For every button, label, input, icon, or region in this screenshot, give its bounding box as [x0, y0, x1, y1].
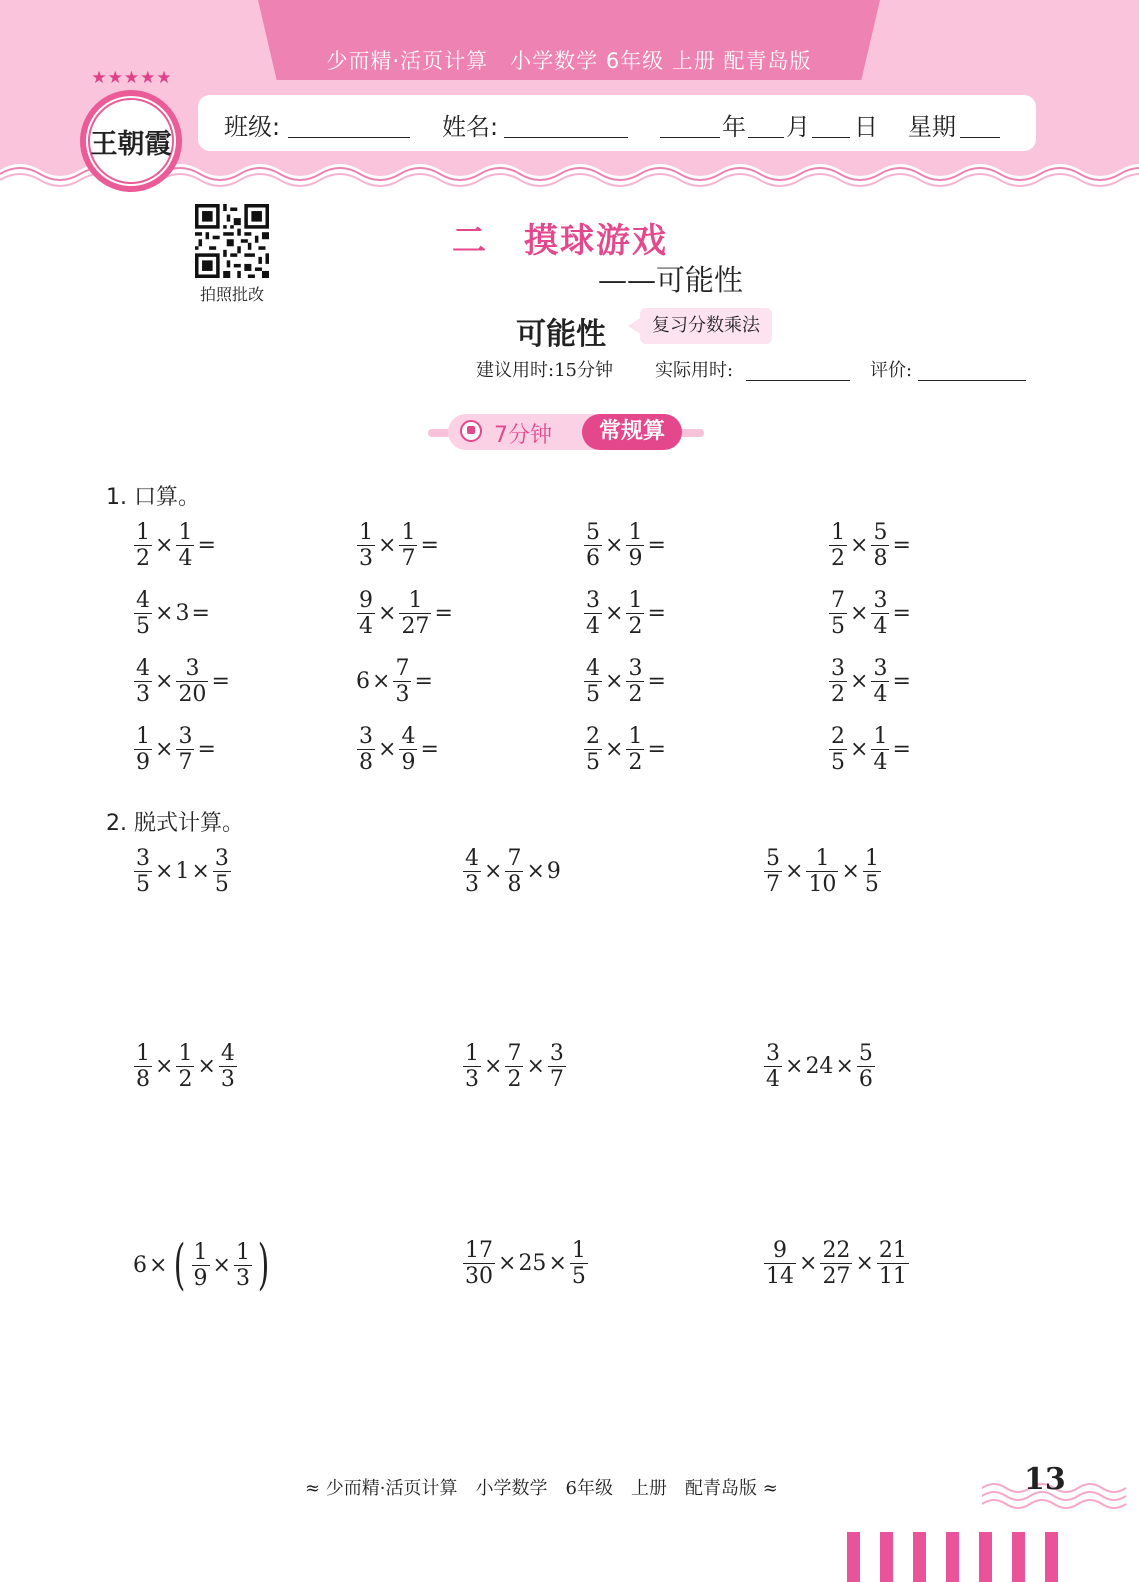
equals-sign: =	[892, 533, 911, 558]
oral-problem	[583, 588, 668, 639]
fraction	[505, 846, 523, 897]
step-problem	[763, 1041, 876, 1092]
fraction	[463, 1238, 495, 1289]
times-sign: ×	[155, 859, 174, 884]
times-sign: ×	[850, 737, 869, 762]
numerator: 3	[873, 656, 888, 681]
fraction	[399, 588, 431, 639]
fraction	[570, 1238, 588, 1289]
denominator: 7	[178, 750, 193, 775]
fraction	[357, 520, 375, 571]
times-sign: ×	[526, 859, 545, 884]
fraction	[764, 1041, 782, 1092]
denominator: 8	[507, 872, 522, 897]
denominator: 3	[136, 682, 150, 707]
lesson-tag-pointer	[628, 318, 640, 334]
integer: 6	[133, 1252, 147, 1278]
numerator: 4	[220, 1041, 235, 1066]
student-info-bar	[198, 95, 1036, 151]
oral-problem	[828, 656, 913, 707]
name-label: 姓名:	[442, 113, 499, 141]
badge-type: 常规算	[582, 414, 682, 450]
numerator: 1	[401, 520, 416, 545]
times-sign: ×	[155, 601, 174, 626]
times-sign: ×	[191, 859, 210, 884]
fraction	[176, 520, 194, 571]
fraction	[176, 724, 194, 775]
equals-sign: =	[434, 601, 453, 626]
equals-sign: =	[211, 669, 230, 694]
denominator: 4	[766, 1067, 780, 1092]
numerator: 3	[586, 588, 600, 613]
times-sign: ×	[155, 1054, 174, 1079]
equals-sign: =	[420, 533, 439, 558]
fraction	[871, 724, 889, 775]
denominator: 4	[359, 614, 373, 639]
equals-sign: =	[892, 737, 911, 762]
qr-caption: 拍照批改	[199, 285, 264, 304]
times-sign: ×	[850, 601, 869, 626]
denominator: 30	[465, 1264, 493, 1289]
rating-label: 评价:	[870, 360, 913, 381]
lesson-tag: 复习分数乘法	[640, 308, 772, 344]
day-label: 日	[854, 113, 878, 141]
fraction	[829, 656, 847, 707]
numerator: 7	[507, 846, 522, 871]
series-title: 少而精·活页计算 小学数学 6年级 上册 配青岛版	[326, 49, 812, 73]
denominator: 3	[465, 1067, 479, 1092]
step-problem	[133, 846, 232, 897]
times-sign: ×	[850, 669, 869, 694]
year-label: 年	[722, 113, 746, 141]
denominator: 5	[586, 682, 600, 707]
denominator: 9	[193, 1265, 208, 1291]
step-problem	[133, 1233, 274, 1296]
numerator: 3	[214, 846, 229, 871]
footer-stripe	[1045, 1532, 1058, 1582]
numerator: 3	[178, 724, 193, 749]
numerator: 1	[359, 520, 373, 545]
fraction	[626, 520, 644, 571]
oral-problem	[133, 588, 212, 639]
numerator: 4	[465, 846, 479, 871]
denominator: 2	[628, 614, 643, 639]
fraction	[176, 656, 208, 707]
times-sign: ×	[850, 533, 869, 558]
fraction	[626, 724, 644, 775]
oral-problem	[583, 520, 668, 571]
month-label: 月	[786, 113, 810, 141]
integer: 6	[356, 669, 370, 694]
oral-problem	[356, 588, 455, 639]
fraction	[134, 1041, 152, 1092]
class-label: 班级:	[224, 113, 281, 141]
integer: 3	[175, 601, 190, 626]
oral-problem	[356, 656, 435, 707]
footer-stripe	[880, 1532, 893, 1582]
denominator: 10	[808, 872, 837, 897]
clock-icon-center	[467, 426, 475, 434]
oral-problem	[133, 656, 232, 707]
times-sign: ×	[155, 669, 174, 694]
actual-time-label: 实际用时:	[655, 360, 734, 381]
numerator: 1	[864, 846, 879, 871]
section-1-title: 1. 口算。	[106, 485, 200, 510]
qr-code[interactable]	[193, 204, 271, 278]
denominator: 6	[586, 546, 600, 571]
day-blank[interactable]	[812, 137, 850, 138]
numerator: 7	[395, 656, 410, 681]
actual-time-blank[interactable]	[746, 380, 850, 381]
denominator: 4	[873, 682, 888, 707]
step-problem	[133, 1041, 238, 1092]
denominator: 27	[401, 614, 430, 639]
denominator: 2	[831, 546, 845, 571]
denominator: 2	[136, 546, 150, 571]
fraction	[548, 1041, 566, 1092]
times-sign: ×	[548, 1251, 567, 1276]
times-sign: ×	[605, 737, 624, 762]
fraction	[505, 1041, 523, 1092]
equals-sign: =	[647, 669, 666, 694]
numerator: 1	[136, 724, 150, 749]
numerator: 1	[815, 846, 830, 871]
times-sign: ×	[372, 669, 391, 694]
times-sign: ×	[841, 859, 860, 884]
oral-problem	[828, 520, 913, 571]
integer: 9	[546, 859, 561, 884]
fraction	[584, 588, 602, 639]
numerator: 1	[193, 1239, 208, 1265]
step-problem	[462, 1238, 589, 1289]
fraction	[829, 724, 847, 775]
times-sign: ×	[378, 533, 397, 558]
times-sign: ×	[498, 1251, 517, 1276]
denominator: 7	[401, 546, 416, 571]
times-sign: ×	[785, 1054, 804, 1079]
times-sign: ×	[149, 1252, 168, 1278]
denominator: 7	[549, 1067, 564, 1092]
fraction	[877, 1238, 909, 1289]
denominator: 5	[214, 872, 229, 897]
numerator: 1	[571, 1238, 586, 1263]
numerator: 4	[586, 656, 600, 681]
numerator: 4	[401, 724, 416, 749]
fraction	[134, 846, 152, 897]
oral-problem	[828, 588, 913, 639]
footer-stripe	[913, 1532, 926, 1582]
lesson-title: 可能性	[516, 317, 606, 352]
numerator: 1	[831, 520, 845, 545]
numerator: 5	[873, 520, 888, 545]
footer-stripe	[847, 1532, 860, 1582]
denominator: 11	[878, 1264, 907, 1289]
fraction	[584, 656, 602, 707]
numerator: 1	[408, 588, 423, 613]
equals-sign: =	[892, 669, 911, 694]
denominator: 4	[178, 546, 193, 571]
numerator: 5	[586, 520, 600, 545]
footer-stripe	[946, 1532, 959, 1582]
suggested-time: 建议用时:15分钟	[476, 360, 613, 381]
numerator: 5	[858, 1041, 873, 1066]
unit-subtitle: ——可能性	[598, 263, 744, 297]
badge-time: 7分钟	[494, 423, 552, 448]
denominator: 27	[822, 1264, 851, 1289]
numerator: 1	[136, 520, 150, 545]
times-sign: ×	[212, 1252, 231, 1278]
fraction	[764, 1238, 796, 1289]
oral-problem	[133, 724, 218, 775]
fraction	[192, 1240, 210, 1291]
numerator: 1	[628, 588, 643, 613]
page-number: 13	[1024, 1462, 1066, 1497]
equals-sign: =	[647, 533, 666, 558]
denominator: 3	[395, 682, 410, 707]
fraction	[871, 588, 889, 639]
numerator: 7	[831, 588, 845, 613]
integer: 25	[518, 1251, 547, 1276]
times-sign: ×	[835, 1054, 854, 1079]
step-problem	[462, 1041, 567, 1092]
weekday-blank[interactable]	[960, 137, 1000, 138]
numerator: 2	[831, 724, 845, 749]
times-sign: ×	[605, 669, 624, 694]
numerator: 1	[136, 1041, 150, 1066]
equals-sign: =	[647, 601, 666, 626]
fraction	[829, 588, 847, 639]
fraction	[871, 520, 889, 571]
times-sign: ×	[605, 533, 624, 558]
equals-sign: =	[892, 601, 911, 626]
oral-problem	[356, 724, 441, 775]
fraction	[829, 520, 847, 571]
oral-problem	[583, 724, 668, 775]
equals-sign: =	[191, 601, 210, 626]
denominator: 2	[831, 682, 845, 707]
denominator: 4	[586, 614, 600, 639]
fraction	[213, 846, 231, 897]
denominator: 9	[136, 750, 150, 775]
section-2-title: 2. 脱式计算。	[106, 811, 244, 836]
numerator: 1	[178, 1041, 193, 1066]
denominator: 4	[873, 750, 888, 775]
numerator: 4	[136, 656, 150, 681]
fraction	[857, 1041, 875, 1092]
equals-sign: =	[414, 669, 433, 694]
fraction	[806, 846, 838, 897]
numerator: 22	[822, 1238, 851, 1263]
denominator: 4	[873, 614, 888, 639]
oral-problem	[133, 520, 218, 571]
oral-problem	[583, 656, 668, 707]
fraction	[584, 520, 602, 571]
denominator: 9	[401, 750, 416, 775]
times-sign: ×	[484, 859, 503, 884]
denominator: 2	[507, 1067, 522, 1092]
numerator: 1	[235, 1239, 250, 1265]
denominator: 3	[465, 872, 479, 897]
numerator: 1	[628, 724, 643, 749]
denominator: 7	[766, 872, 780, 897]
times-sign: ×	[155, 737, 174, 762]
denominator: 5	[586, 750, 600, 775]
numerator: 2	[586, 724, 600, 749]
denominator: 5	[136, 872, 150, 897]
denominator: 9	[628, 546, 643, 571]
numerator: 1	[465, 1041, 479, 1066]
oral-problem	[356, 520, 441, 571]
times-sign: ×	[378, 601, 397, 626]
times-sign: ×	[799, 1251, 818, 1276]
numerator: 1	[178, 520, 193, 545]
fraction	[134, 520, 152, 571]
denominator: 8	[873, 546, 888, 571]
month-blank[interactable]	[748, 137, 784, 138]
fraction	[584, 724, 602, 775]
fraction	[219, 1041, 237, 1092]
equals-sign: =	[420, 737, 439, 762]
footer-stripe	[979, 1532, 992, 1582]
denominator: 5	[864, 872, 879, 897]
numerator: 3	[873, 588, 888, 613]
footer-stripe	[1012, 1532, 1025, 1582]
times-sign: ×	[197, 1054, 216, 1079]
integer: 24	[805, 1054, 834, 1079]
numerator: 3	[766, 1041, 780, 1066]
fraction	[134, 656, 152, 707]
parenthesis: )	[257, 1233, 270, 1296]
fraction	[399, 520, 417, 571]
denominator: 8	[359, 750, 373, 775]
numerator: 3	[185, 656, 200, 681]
fraction	[764, 846, 782, 897]
numerator: 3	[359, 724, 373, 749]
times-sign: ×	[605, 601, 624, 626]
step-problem	[462, 846, 561, 897]
times-sign: ×	[484, 1054, 503, 1079]
denominator: 2	[178, 1067, 193, 1092]
fraction	[626, 588, 644, 639]
numerator: 9	[773, 1238, 787, 1263]
denominator: 5	[831, 750, 845, 775]
step-problem	[763, 1238, 910, 1289]
denominator: 5	[831, 614, 845, 639]
times-sign: ×	[378, 737, 397, 762]
numerator: 3	[549, 1041, 564, 1066]
equals-sign: =	[197, 533, 216, 558]
denominator: 3	[359, 546, 373, 571]
numerator: 3	[136, 846, 150, 871]
name-blank[interactable]	[504, 137, 628, 138]
fraction	[234, 1240, 252, 1291]
fraction	[863, 846, 881, 897]
denominator: 5	[571, 1264, 586, 1289]
weekday-label: 星期	[908, 113, 956, 141]
fraction	[357, 724, 375, 775]
numerator: 17	[465, 1238, 493, 1263]
denominator: 6	[858, 1067, 873, 1092]
numerator: 5	[766, 846, 780, 871]
times-sign: ×	[855, 1251, 874, 1276]
fraction	[399, 724, 417, 775]
denominator: 20	[178, 682, 207, 707]
denominator: 2	[628, 682, 643, 707]
times-sign: ×	[155, 533, 174, 558]
oral-problem	[828, 724, 913, 775]
numerator: 3	[831, 656, 845, 681]
year-blank[interactable]	[660, 137, 720, 138]
fraction	[393, 656, 411, 707]
numerator: 9	[359, 588, 373, 613]
denominator: 3	[220, 1067, 235, 1092]
class-blank[interactable]	[288, 137, 410, 138]
denominator: 8	[136, 1067, 150, 1092]
times-sign: ×	[785, 859, 804, 884]
fraction	[134, 724, 152, 775]
logo-stars: ★★★★★	[91, 68, 173, 88]
equals-sign: =	[197, 737, 216, 762]
numerator: 7	[507, 1041, 522, 1066]
fraction	[871, 656, 889, 707]
parenthesis: (	[174, 1233, 186, 1296]
unit-title: 二 摸球游戏	[452, 221, 668, 261]
denominator: 14	[766, 1264, 794, 1289]
fraction	[626, 656, 644, 707]
denominator: 3	[235, 1265, 250, 1291]
numerator: 1	[628, 520, 643, 545]
numerator: 1	[873, 724, 888, 749]
rating-blank[interactable]	[918, 380, 1026, 381]
step-problem	[763, 846, 882, 897]
fraction	[176, 1041, 194, 1092]
numerator: 4	[136, 588, 150, 613]
fraction	[820, 1238, 852, 1289]
fraction	[463, 1041, 481, 1092]
fraction	[134, 588, 152, 639]
numerator: 3	[628, 656, 643, 681]
times-sign: ×	[526, 1054, 545, 1079]
denominator: 2	[628, 750, 643, 775]
footer-series: ≈ 少而精·活页计算 小学数学 6年级 上册 配青岛版 ≈	[305, 1478, 778, 1499]
fraction	[357, 588, 375, 639]
brand-logo-text: 王朝霞	[90, 129, 172, 160]
equals-sign: =	[647, 737, 666, 762]
denominator: 5	[136, 614, 150, 639]
fraction	[463, 846, 481, 897]
numerator: 21	[878, 1238, 907, 1263]
integer: 1	[175, 859, 190, 884]
